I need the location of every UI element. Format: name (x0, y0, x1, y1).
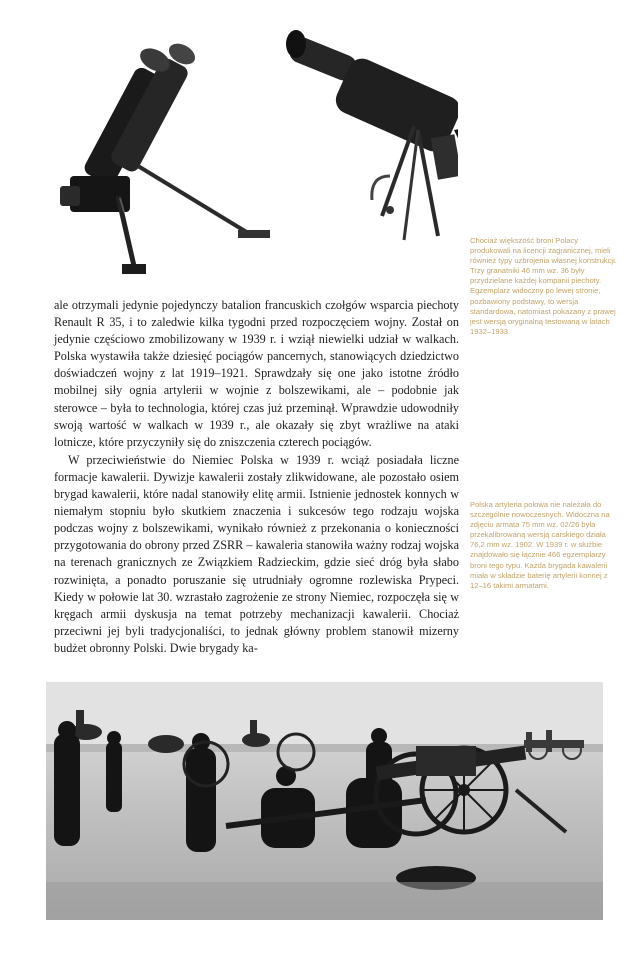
mortar-caption: Chociaż większość broni Polacy produkowali na licencji zagranicznej, mieli również typy uzbrojenia własnej konstrukcji. Trzy granatniki 46 mm wz. 36 były przydzielane każdej kompanii piechoty. Egzemplarz widoczny po lewej stronie, pozbawiony podstawy, to wersja standardowa, natomiast pokazany z prawej jest wersją oryginalną testowaną w latach 1932–1933. (470, 236, 617, 336)
right-grenade-launcher (286, 30, 458, 240)
artillery-caption: Polska artyleria polowa nie należała do szczególnie nowoczesnych. Widoczna na zdjęciu armata 75 mm wz. 02/26 była przekalibrowaną wersją carskiego działa 76,2 mm wz. 1902. W 1939 r. w służbie znajdowało się łącznie 466 egzemplarzy broni tego typu. Każda brygada kawalerii miała w składzie baterię artylerii konnej z 12–16 takimi armatami. (470, 500, 610, 590)
main-article-text (54, 297, 459, 657)
mortar-photo (38, 26, 458, 286)
artillery-photo (46, 682, 603, 920)
body-paragraph-1: ale otrzymali jedynie pojedynczy batalion francuskich czołgów wsparcia piechoty Renault R 35, i to zaledwie kilka tygodni przed rozpoczęciem wojny. Został on jedynie częściowo zmobilizowany w 1939 r. i wziął niewielki udział w walkach. Polska wystawiła także dziesięć pociągów pancernych, stanowiących dziedzictwo doświadczeń wojny z lat 1919–1921. Sprawdzały się one jako istotne źródło mobilnej siły ognia artylerii w wojnie z bolszewikami, ale – podobnie jak sterowce – była to technologia, której czas już przeminął. Wprawdzie udowodniły swoją wartość w walkach w 1939 r., ale okazały się zbyt wrażliwe na ataki lotnicze, które przyczyniły się do zniszczenia czterech pociągów. (54, 298, 459, 449)
artillery-scene (46, 682, 603, 920)
left-grenade-launcher (60, 39, 270, 274)
body-paragraph-2: W przeciwieństwie do Niemiec Polska w 1939 r. wciąż posiadała liczne formacje kawalerii. Dywizje kawalerii zostały zlikwidowane, ale pozostało osiem brygad kawalerii, które nadal stanowiły elitę armii. Istnienie jednostek konnych w niemałym stopniu było skutkiem znaczenia i sukcesów tego rodzaju wojska podczas wojny z bolszewikami, wynikało również z przekonania o konieczności przygotowania do obrony przed ZSRR – kawaleria stanowiła ważny rodzaj wojska na terenach granicznych ze Związkiem Radzieckim, gdzie sieć dróg była słabo rozwinięta, a ponadto poruszanie się utrudniały ogromne rozlewiska Prypeci. Kiedy w połowie lat 30. wzrastało zagrożenie ze strony Niemiec, rozpoczęła się w kręgach armii dyskusja na temat potrzeby mechanizacji kawalerii. Chociaż przeciwni jej byli tradycjonaliści, to jednak główny problem stanowił mizerny budżet obronny Polski. Dwie brygady ka- (54, 452, 459, 655)
